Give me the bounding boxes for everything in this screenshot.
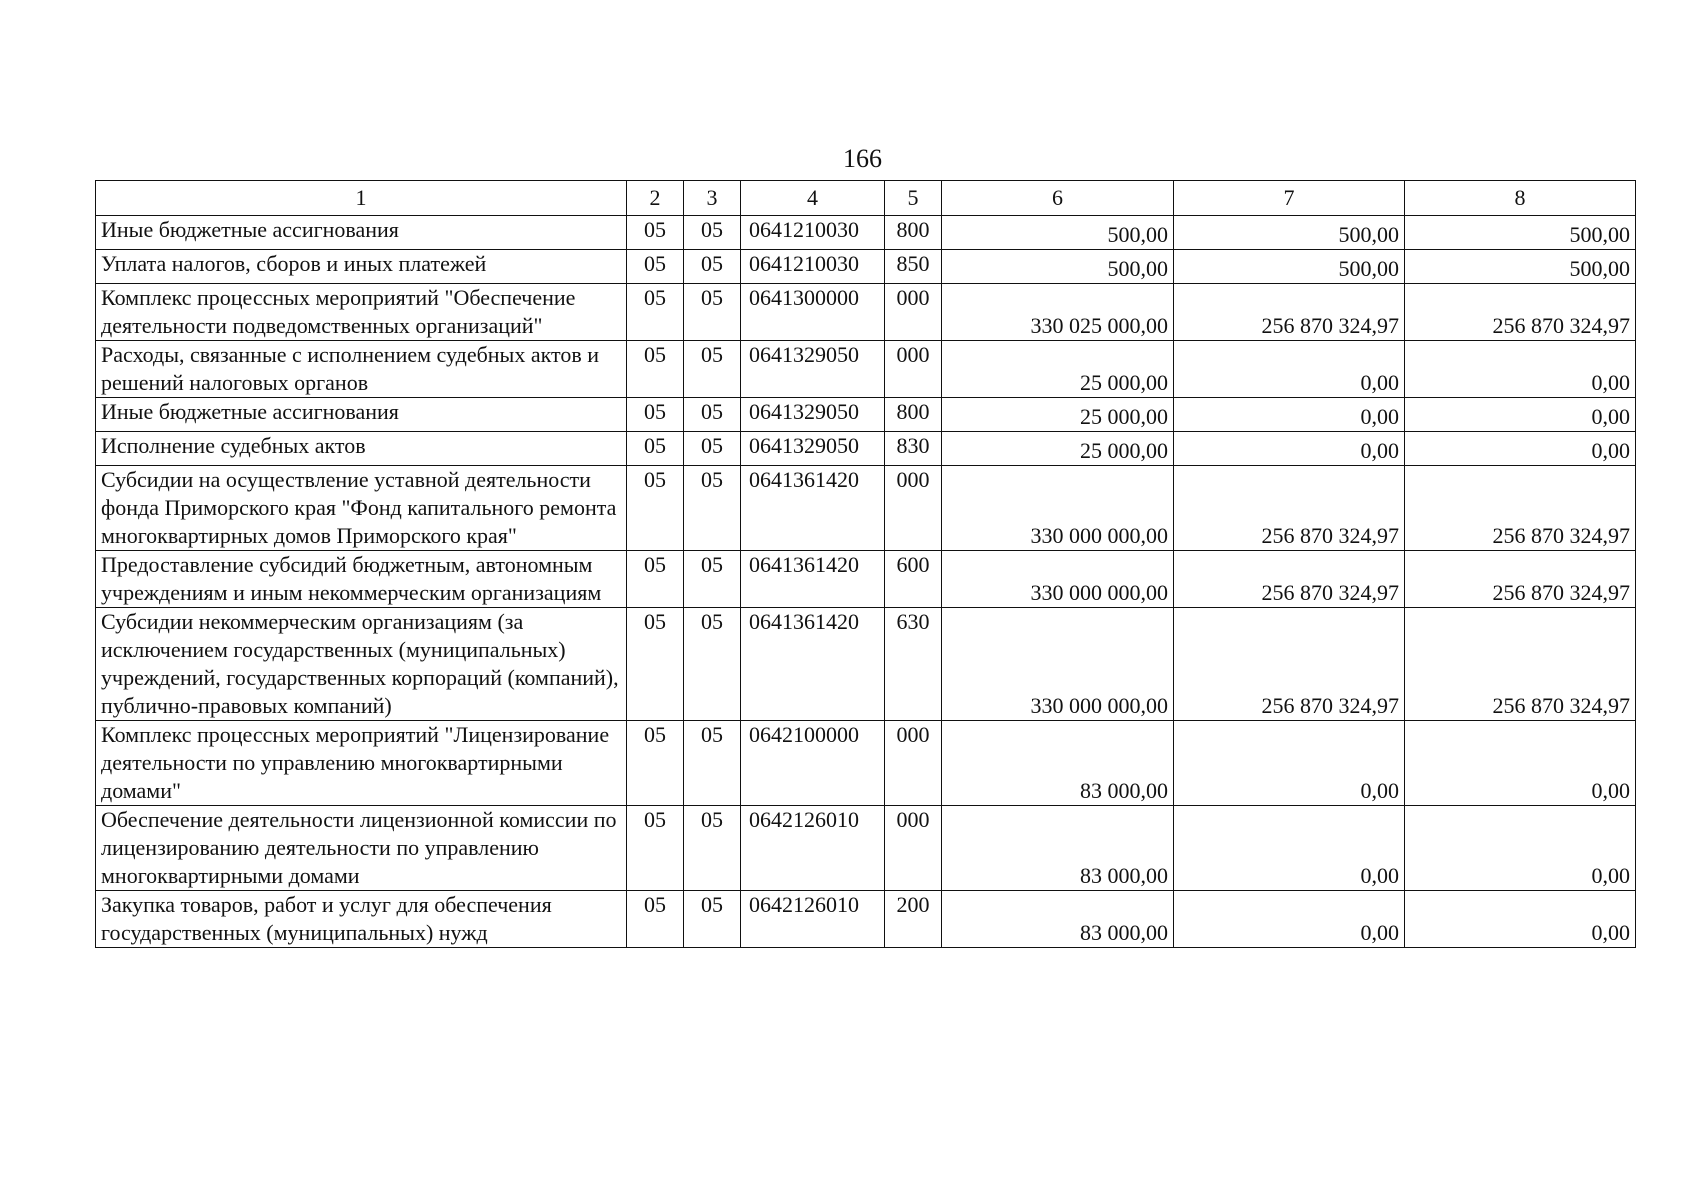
amount-col-6: 330 000 000,00: [942, 551, 1174, 608]
amount-col-6: 83 000,00: [942, 891, 1174, 948]
table-row: [96, 466, 1636, 551]
row-name: Иные бюджетные ассигнования: [96, 216, 627, 250]
section-code: 05: [627, 432, 684, 466]
header-row: [96, 181, 1636, 216]
amount-col-6: 25 000,00: [942, 341, 1174, 398]
table-row: [96, 721, 1636, 806]
section-code: 05: [627, 551, 684, 608]
expense-type-code: 800: [885, 216, 942, 250]
target-article-code: 0641329050: [741, 398, 885, 432]
amount-col-8: 0,00: [1405, 341, 1636, 398]
amount-col-8: 256 870 324,97: [1405, 466, 1636, 551]
amount-col-7: 500,00: [1174, 216, 1405, 250]
expense-type-code: 000: [885, 466, 942, 551]
column-header-6: 6: [942, 181, 1174, 216]
target-article-code: 0642100000: [741, 721, 885, 806]
subsection-code: 05: [684, 432, 741, 466]
row-name: Предоставление субсидий бюджетным, автономным учреждениям и иным некоммерческим организациям: [96, 551, 627, 608]
row-name: Уплата налогов, сборов и иных платежей: [96, 250, 627, 284]
amount-col-7: 0,00: [1174, 398, 1405, 432]
column-header-3: 3: [684, 181, 741, 216]
expense-type-code: 000: [885, 341, 942, 398]
column-header-8: 8: [1405, 181, 1636, 216]
row-name: Обеспечение деятельности лицензионной комиссии по лицензированию деятельности по управлению многоквартирными домами: [96, 806, 627, 891]
target-article-code: 0641210030: [741, 250, 885, 284]
section-code: 05: [627, 806, 684, 891]
row-name: Субсидии на осуществление уставной деятельности фонда Приморского края "Фонд капитального ремонта многоквартирных домов Приморского края": [96, 466, 627, 551]
section-code: 05: [627, 216, 684, 250]
table-row: [96, 250, 1636, 284]
expense-type-code: 000: [885, 284, 942, 341]
expense-type-code: 850: [885, 250, 942, 284]
row-name: Закупка товаров, работ и услуг для обеспечения государственных (муниципальных) нужд: [96, 891, 627, 948]
expense-type-code: 200: [885, 891, 942, 948]
row-name: Субсидии некоммерческим организациям (за исключением государственных (муниципальных) учреждений, государственных корпораций (компаний), публично-правовых компаний): [96, 608, 627, 721]
amount-col-6: 25 000,00: [942, 398, 1174, 432]
amount-col-8: 0,00: [1405, 806, 1636, 891]
row-name: Комплекс процессных мероприятий "Лицензирование деятельности по управлению многоквартирными домами": [96, 721, 627, 806]
target-article-code: 0641361420: [741, 551, 885, 608]
amount-col-6: 500,00: [942, 216, 1174, 250]
amount-col-8: 256 870 324,97: [1405, 608, 1636, 721]
column-header-4: 4: [741, 181, 885, 216]
table-row: [96, 806, 1636, 891]
amount-col-8: 500,00: [1405, 216, 1636, 250]
amount-col-6: 330 025 000,00: [942, 284, 1174, 341]
expense-type-code: 830: [885, 432, 942, 466]
column-header-7: 7: [1174, 181, 1405, 216]
row-name: Исполнение судебных актов: [96, 432, 627, 466]
table-row: [96, 341, 1636, 398]
column-header-2: 2: [627, 181, 684, 216]
subsection-code: 05: [684, 721, 741, 806]
amount-col-6: 25 000,00: [942, 432, 1174, 466]
amount-col-6: 330 000 000,00: [942, 608, 1174, 721]
expense-type-code: 000: [885, 806, 942, 891]
amount-col-8: 256 870 324,97: [1405, 284, 1636, 341]
section-code: 05: [627, 608, 684, 721]
row-name: Расходы, связанные с исполнением судебных актов и решений налоговых органов: [96, 341, 627, 398]
amount-col-6: 330 000 000,00: [942, 466, 1174, 551]
row-name: Иные бюджетные ассигнования: [96, 398, 627, 432]
subsection-code: 05: [684, 806, 741, 891]
page-number: 166: [843, 144, 882, 173]
budget-table: [95, 180, 1636, 948]
amount-col-7: 0,00: [1174, 432, 1405, 466]
table-row: [96, 216, 1636, 250]
target-article-code: 0641329050: [741, 341, 885, 398]
table-row: [96, 398, 1636, 432]
expense-type-code: 630: [885, 608, 942, 721]
amount-col-7: 256 870 324,97: [1174, 608, 1405, 721]
section-code: 05: [627, 466, 684, 551]
amount-col-7: 256 870 324,97: [1174, 466, 1405, 551]
subsection-code: 05: [684, 891, 741, 948]
amount-col-8: 0,00: [1405, 721, 1636, 806]
amount-col-8: 0,00: [1405, 398, 1636, 432]
table-row: [96, 608, 1636, 721]
subsection-code: 05: [684, 216, 741, 250]
amount-col-7: 256 870 324,97: [1174, 551, 1405, 608]
amount-col-7: 500,00: [1174, 250, 1405, 284]
section-code: 05: [627, 721, 684, 806]
column-header-5: 5: [885, 181, 942, 216]
target-article-code: 0642126010: [741, 891, 885, 948]
amount-col-7: 0,00: [1174, 806, 1405, 891]
target-article-code: 0641210030: [741, 216, 885, 250]
amount-col-7: 256 870 324,97: [1174, 284, 1405, 341]
amount-col-6: 83 000,00: [942, 806, 1174, 891]
subsection-code: 05: [684, 608, 741, 721]
row-name: Комплекс процессных мероприятий "Обеспечение деятельности подведомственных организаций": [96, 284, 627, 341]
table-row: [96, 891, 1636, 948]
amount-col-8: 0,00: [1405, 432, 1636, 466]
amount-col-6: 500,00: [942, 250, 1174, 284]
target-article-code: 0641300000: [741, 284, 885, 341]
table-row: [96, 432, 1636, 466]
expense-type-code: 800: [885, 398, 942, 432]
subsection-code: 05: [684, 551, 741, 608]
subsection-code: 05: [684, 284, 741, 341]
target-article-code: 0641329050: [741, 432, 885, 466]
amount-col-6: 83 000,00: [942, 721, 1174, 806]
subsection-code: 05: [684, 250, 741, 284]
amount-col-7: 0,00: [1174, 721, 1405, 806]
section-code: 05: [627, 341, 684, 398]
amount-col-8: 500,00: [1405, 250, 1636, 284]
column-header-1: 1: [96, 181, 627, 216]
expense-type-code: 000: [885, 721, 942, 806]
subsection-code: 05: [684, 466, 741, 551]
amount-col-8: 0,00: [1405, 891, 1636, 948]
target-article-code: 0642126010: [741, 806, 885, 891]
section-code: 05: [627, 398, 684, 432]
section-code: 05: [627, 891, 684, 948]
target-article-code: 0641361420: [741, 608, 885, 721]
table-row: [96, 551, 1636, 608]
subsection-code: 05: [684, 398, 741, 432]
target-article-code: 0641361420: [741, 466, 885, 551]
table-row: [96, 284, 1636, 341]
section-code: 05: [627, 250, 684, 284]
amount-col-8: 256 870 324,97: [1405, 551, 1636, 608]
section-code: 05: [627, 284, 684, 341]
amount-col-7: 0,00: [1174, 341, 1405, 398]
subsection-code: 05: [684, 341, 741, 398]
expense-type-code: 600: [885, 551, 942, 608]
amount-col-7: 0,00: [1174, 891, 1405, 948]
